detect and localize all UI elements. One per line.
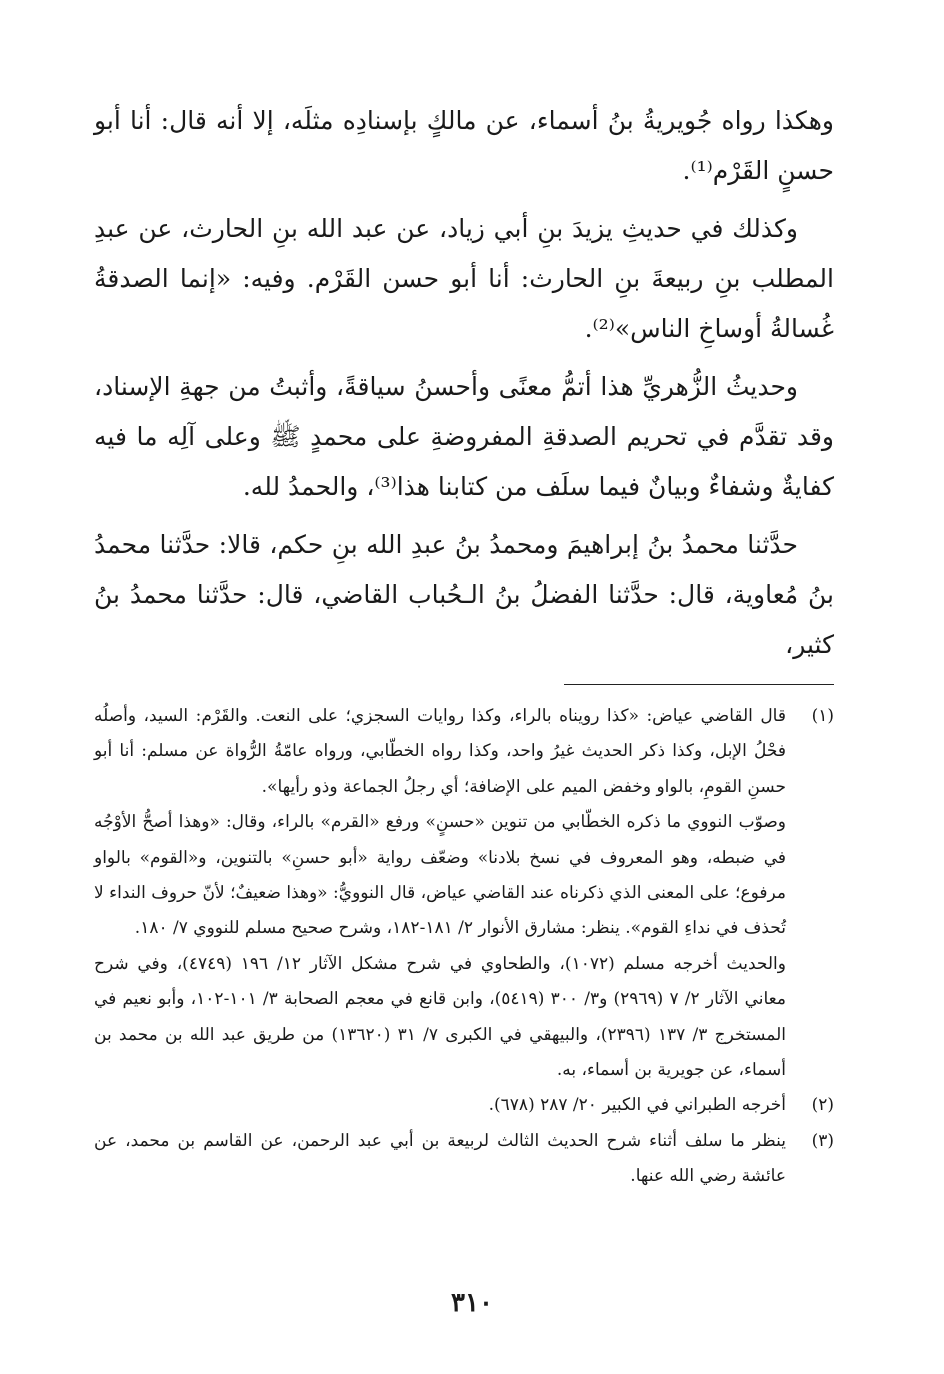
footnote-divider xyxy=(564,684,834,685)
footnote-3 xyxy=(94,1124,834,1195)
footnote-number: (٣) xyxy=(811,1130,834,1151)
footnote-number: (٢) xyxy=(811,1095,834,1116)
paragraph-4: حدَّثنا محمدُ بنُ إبراهيمَ ومحمدُ بنُ عبدِ الله بنِ حكم، قالا: حدَّثنا محمدُ بنُ مُعاوية، قال: حدَّثنا الفضلُ بنُ الـحُباب القاضي، قال: حدَّثنا محمدُ بنُ كثير، xyxy=(94,530,834,659)
paragraph-1: وهكذا رواه جُويريةُ بنُ أسماء، عن مالكٍ بإسنادِه مثلَه، إلا أنه قال: أنا أبو حسنٍ القَرْم⁽¹⁾. xyxy=(94,106,834,185)
footnote-2 xyxy=(94,1088,834,1123)
paragraph-2: وكذلك في حديثِ يزيدَ بنِ أبي زياد، عن عبد الله بنِ الحارث، عن عبدِ المطلب بنِ ربيعةَ بنِ الحارث: أنا أبو حسن القَرْم. وفيه: «إنما الصدقةُ غُسالةُ أوساخِ الناس»⁽²⁾. xyxy=(94,214,834,343)
footnote-1-continued: وصوّب النووي ما ذكره الخطّابي من تنوين «حسنٍ» ورفع «القرم» بالراء، وقال: «وهذا أصحُّ الأوْجُه في ضبطه، وهو المعروف في نسخ بلادنا» وضعّف رواية «أبو حسنِ» بالتنوين، و«القوم» بالواو مرفوع؛ على المعنى الذي ذكرناه عند القاضي عياض، قال النوويُّ: «وهذا ضعيفٌ؛ لأنّ حروف النداء لا تُحذف في نداءِ القوم». ينظر: مشارق الأنوار ٢/ ١٨١-١٨٢، وشرح صحيح مسلم للنووي ٧/ ١٨٠. xyxy=(94,812,786,939)
page-content xyxy=(94,96,834,1195)
footnote-text: قال القاضي عياض: «كذا رويناه بالراء، وكذا روايات السجزي؛ على النعت. والقَرْم: السيد، وأصلُه فحْلُ الإبل، وكذا ذكر الحديث غيرُ واحد، وكذا رواه الخطّابي، ورواه عامّةُ الرُّواة عن مسلم: أنا أبو حسنِ القومِ، بالواو وخفض الميم على الإضافة؛ أي رجلُ الجماعة وذو رأيها». xyxy=(94,706,786,797)
footnote-1 xyxy=(94,699,834,805)
footnote-number: (١) xyxy=(811,706,834,726)
paragraph-3: وحديثُ الزُّهريِّ هذا أتمُّ معنًى وأحسنُ سياقةً، وأثبتُ من جهةِ الإسناد، وقد تقدَّم في تحريم الصدقةِ المفروضةِ على محمدٍ ﷺ وعلى آلِه ما فيه كفايةٌ وشفاءٌ وبيانٌ فيما سلَف من كتابنا هذا⁽³⁾، والحمدُ لله. xyxy=(94,372,834,501)
main-text xyxy=(94,96,834,670)
footnote-text: أخرجه الطبراني في الكبير ٢٠/ ٢٨٧ (٦٧٨). xyxy=(488,1095,786,1116)
footnotes xyxy=(94,699,834,1195)
page-number: ٣١٠ xyxy=(451,1288,493,1318)
footnote-text: ينظر ما سلف أثناء شرح الحديث الثالث لربيعة بن أبي عبد الرحمن، عن القاسم بن محمد، عن عائشة رضي الله عنها. xyxy=(94,1130,786,1187)
footnote-1-sources: والحديث أخرجه مسلم (١٠٧٢)، والطحاوي في شرح مشكل الآثار ١٢/ ١٩٦ (٤٧٤٩)، وفي شرح معاني الآثار ٢/ ٧ (٢٩٦٩) و٣/ ٣٠٠ (٥٤١٩)، وابن قانع في معجم الصحابة ٣/ ١٠١-١٠٢، وأبو نعيم في المستخرج ٣/ ١٣٧ (٢٣٩٦)، والبيهقي في الكبرى ٧/ ٣١ (١٣٦٢٠) من طريق عبد الله بن محمد بن أسماء، عن جويرية بن أسماء، به. xyxy=(94,953,786,1081)
